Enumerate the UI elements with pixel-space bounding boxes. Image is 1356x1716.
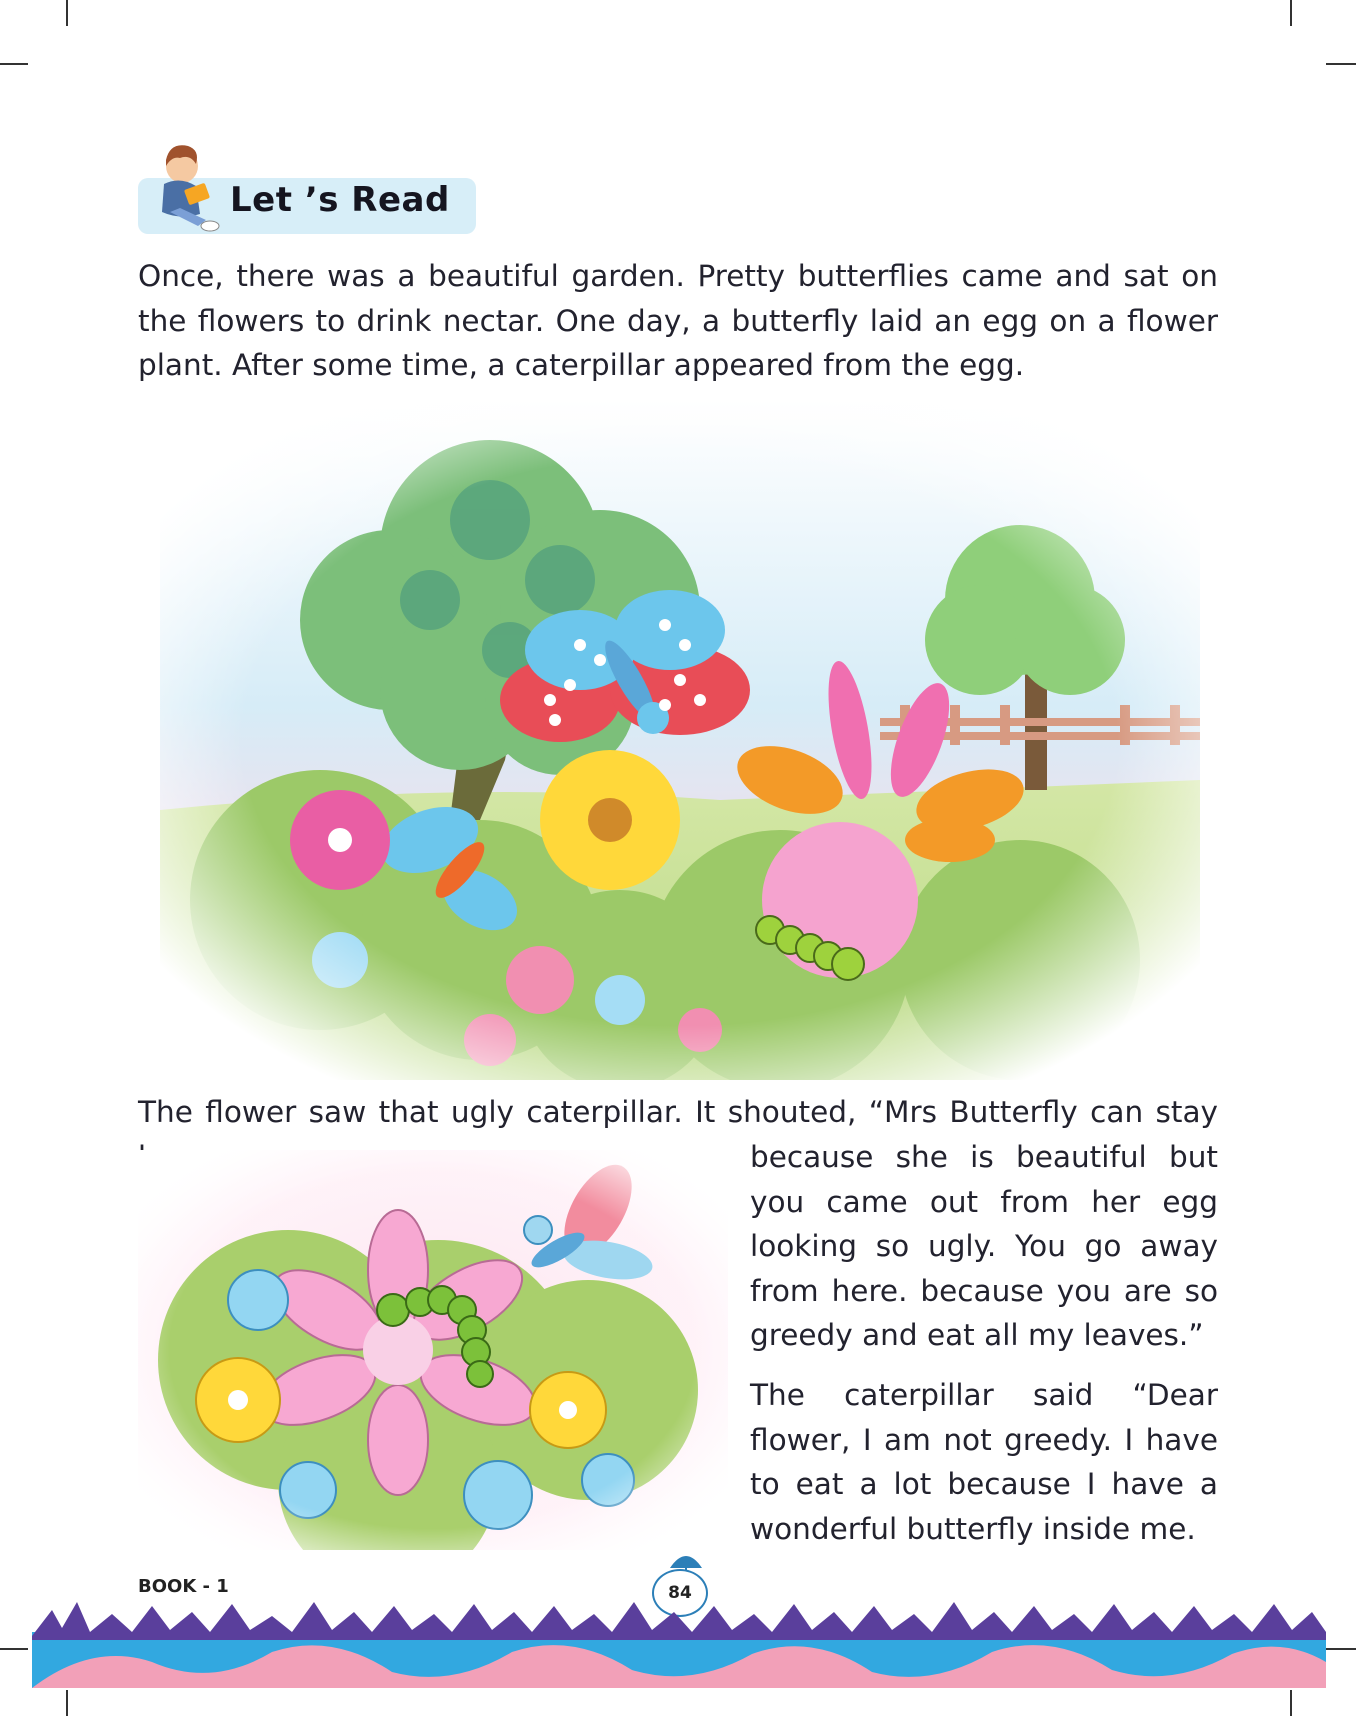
decorative-border: [32, 1592, 1326, 1688]
crop-mark-left-bottom: [0, 1648, 28, 1650]
page-number: 84: [652, 1569, 708, 1617]
garden-illustration: [160, 400, 1200, 1080]
crop-mark-bottom-left: [66, 1690, 68, 1716]
flower-caterpillar-illustration: [138, 1150, 728, 1550]
crop-mark-right-bottom: [1326, 1648, 1356, 1650]
story-paragraph-1: Once, there was a beautiful garden. Pretty butterflies came and sat on the flowers to drink nectar. One day, a butterfly laid an egg on a flower plant. After some time, a caterpillar appeared from the egg.: [138, 259, 1218, 382]
story-paragraph-4: The caterpillar said “Dear flower, I am not greedy. I have to eat a lot because I have a wonderful butterfly inside me.: [750, 1378, 1218, 1546]
crop-mark-right-top: [1326, 63, 1356, 65]
crop-mark-top-left: [66, 0, 68, 26]
crop-mark-top-right: [1290, 0, 1292, 26]
section-title: Let ’s Read: [230, 180, 450, 220]
crop-mark-bottom-right: [1290, 1690, 1292, 1716]
crop-mark-left-top: [0, 63, 28, 65]
story-paragraph-2: The flower saw that ugly caterpillar. It shouted, “Mrs Butterfly can stay: [138, 1095, 1218, 1129]
book-label: BOOK - 1: [138, 1576, 229, 1597]
story-paragraph-3: because she is beautiful but you came out from her egg looking so ugly. You go away from here. because you are so greedy and eat all my leaves.”: [750, 1140, 1218, 1352]
reading-boy-icon: [140, 136, 240, 236]
